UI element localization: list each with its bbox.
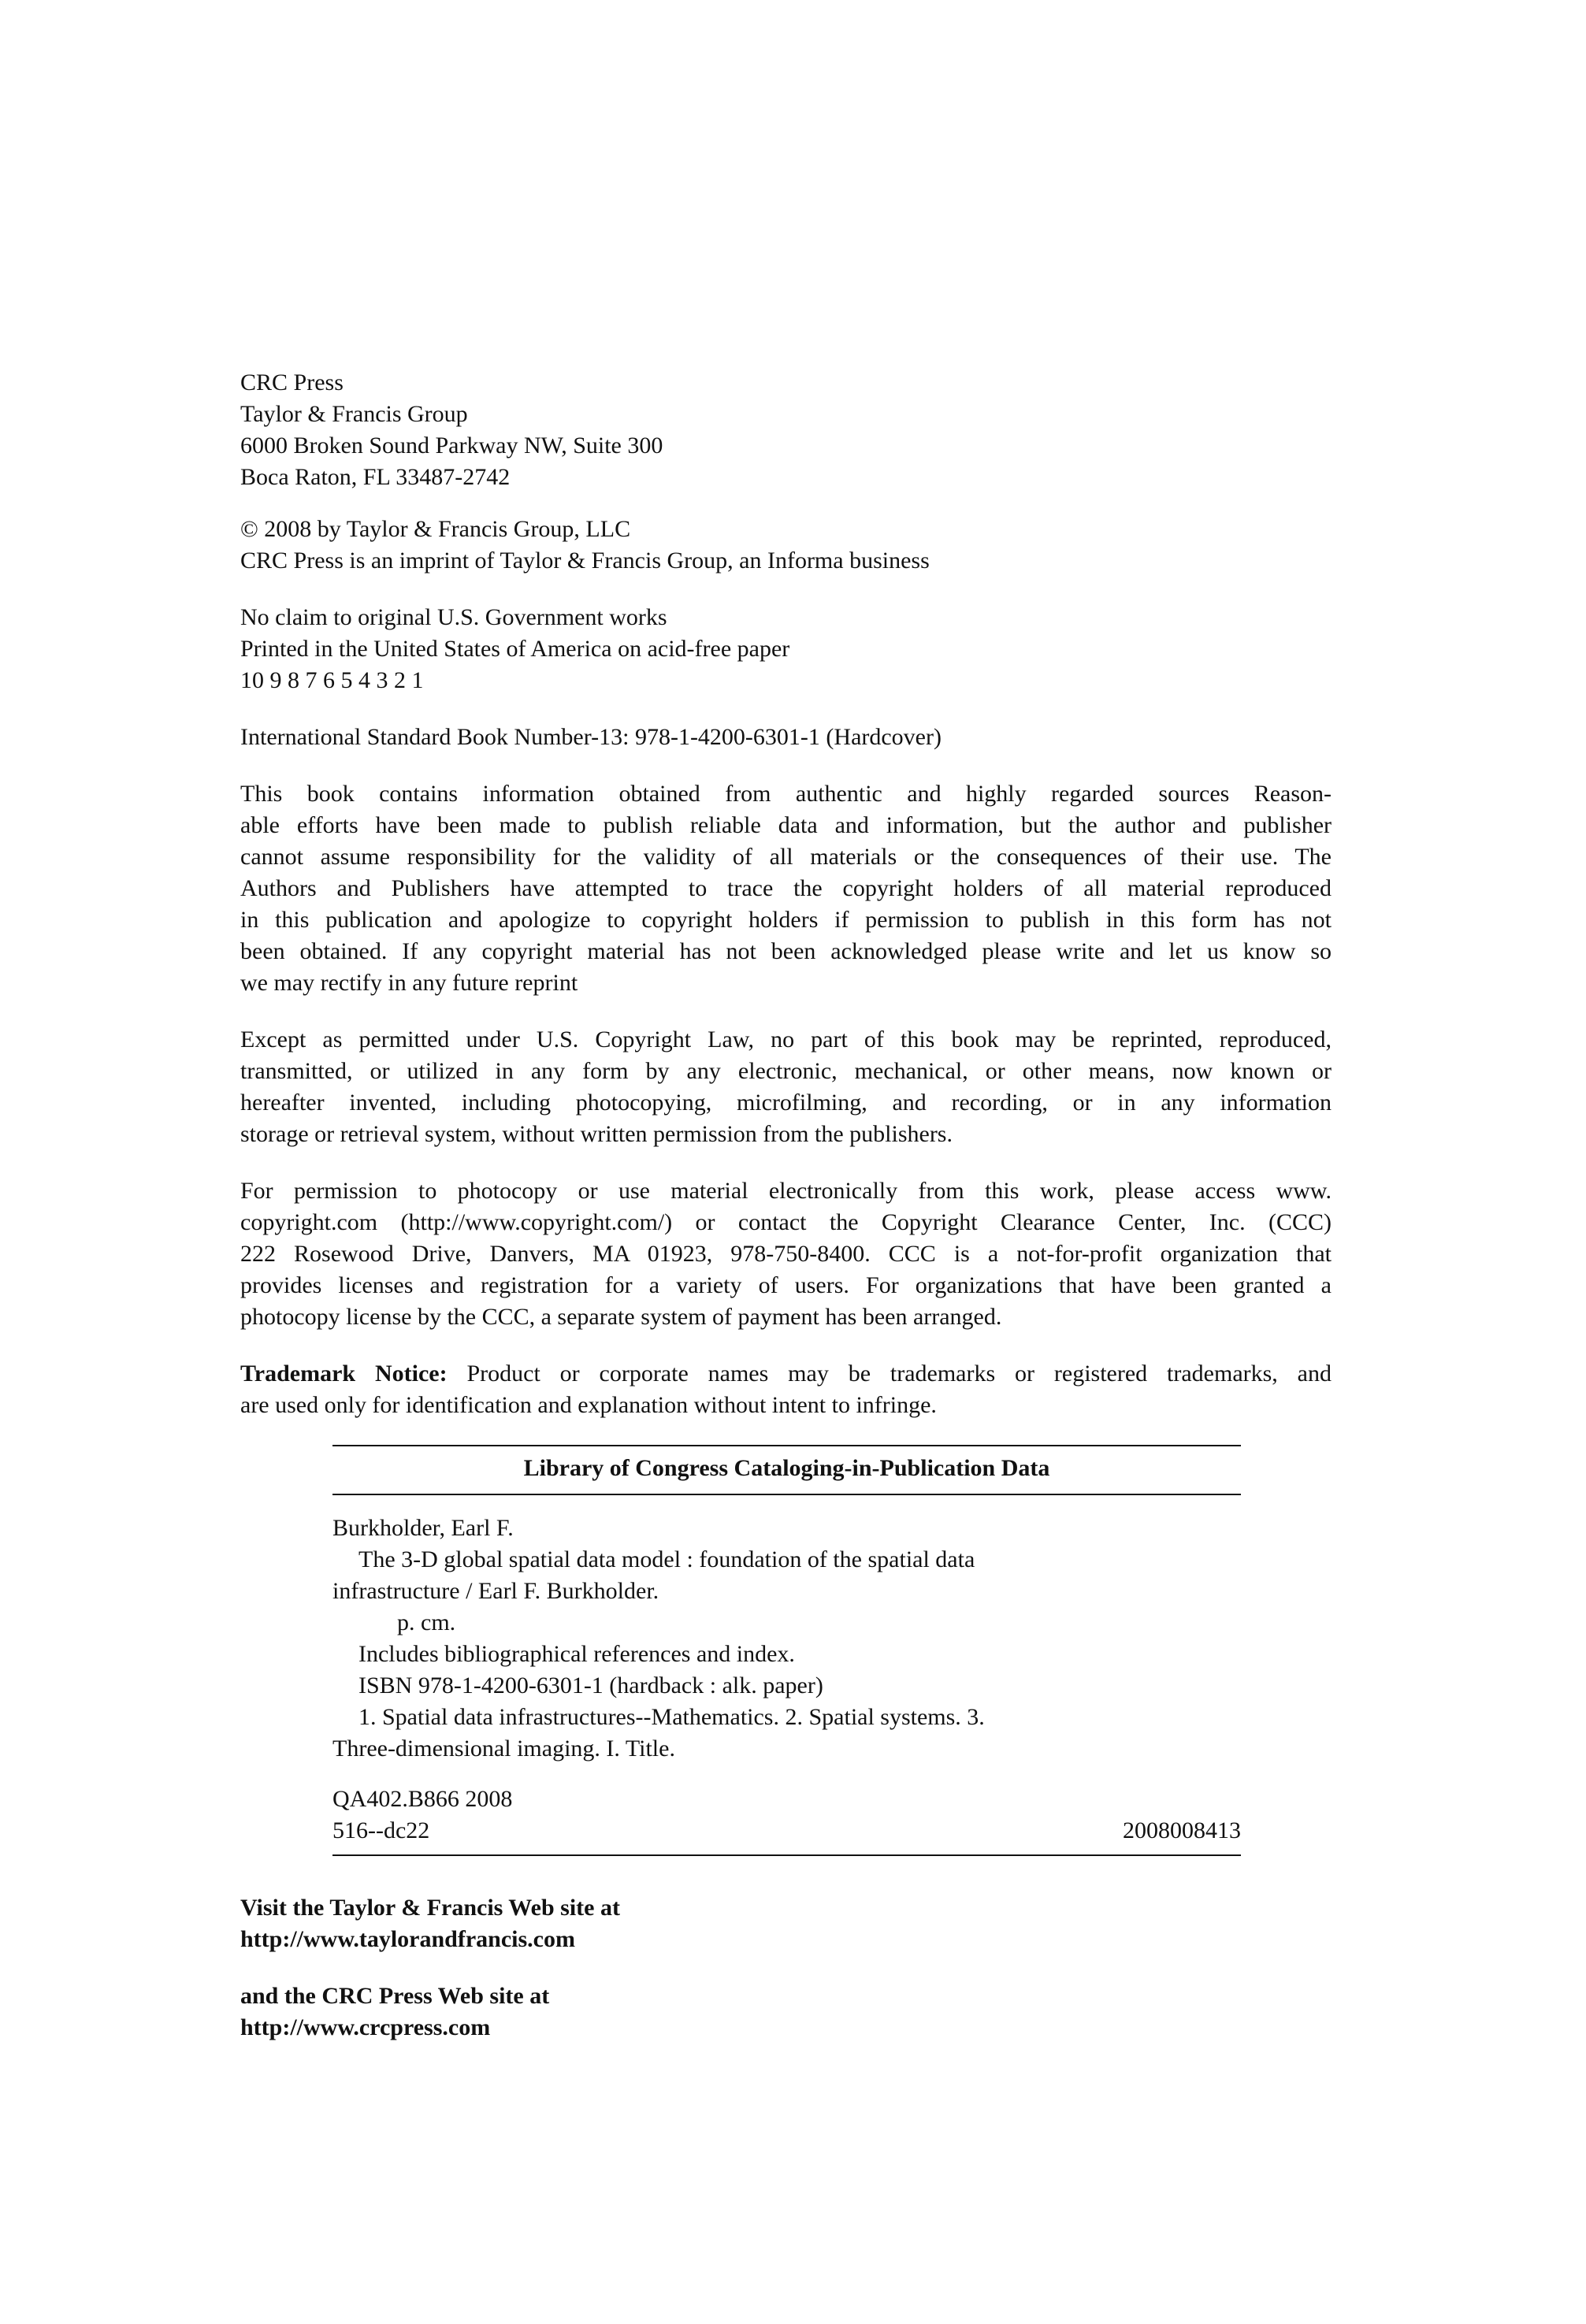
cip-record — [332, 1495, 1241, 1847]
paragraph-line: in this publication and apologize to copyright holders if permission to publish in this form has not — [240, 907, 1332, 933]
cip-data-block — [332, 1445, 1241, 1856]
paragraph-line: Except as permitted under U.S. Copyright Law, no part of this book may be reprinted, reproduced, — [240, 1026, 1332, 1052]
isbn-statement — [240, 722, 1332, 753]
cip-call-numbers — [332, 1784, 1241, 1847]
paragraph-line: cannot assume responsibility for the validity of all materials or the consequences of their use. The — [240, 844, 1332, 870]
cip-subjects-line: 1. Spatial data infrastructures--Mathematics. 2. Spatial systems. 3. — [358, 1704, 985, 1730]
cip-bottom-rule — [332, 1854, 1241, 1856]
paragraph-line: copyright.com (http://www.copyright.com/) or contact the Copyright Clearance Center, Inc. (CCC) — [240, 1209, 1332, 1235]
cip-pages: p. cm. — [397, 1609, 456, 1635]
publisher-name: CRC Press — [240, 369, 344, 395]
paragraph-line: photocopy license by the CCC, a separate system of payment has been arranged. — [240, 1304, 1002, 1330]
tf-website-block — [240, 1892, 1332, 1955]
copyright-notice — [240, 514, 1332, 577]
cip-lc-call-number: QA402.B866 2008 — [332, 1786, 513, 1812]
tf-website-label: Visit the Taylor & Francis Web site at — [240, 1895, 620, 1921]
cip-dewey-row — [332, 1815, 1241, 1847]
cip-subjects-line: Three-dimensional imaging. I. Title. — [332, 1736, 675, 1762]
disclaimer-paragraph — [240, 778, 1332, 999]
permission-paragraph — [240, 1175, 1332, 1333]
printing-number-line: 10 9 8 7 6 5 4 3 2 1 — [240, 667, 424, 693]
cip-title: Library of Congress Cataloging-in-Publication Data — [523, 1455, 1050, 1481]
cip-includes: Includes bibliographical references and index. — [358, 1641, 795, 1667]
paragraph-line: been obtained. If any copyright material has not been acknowledged please write and let us know so — [240, 938, 1332, 964]
trademark-label: Trademark Notice: — [240, 1361, 448, 1387]
crc-website-block — [240, 1981, 1332, 2044]
cip-title-line: The 3-D global spatial data model : foundation of the spatial data — [358, 1546, 975, 1572]
cip-dewey-number: 516--dc22 — [332, 1817, 430, 1843]
printing-info — [240, 602, 1332, 696]
copyright-page — [240, 367, 1332, 2044]
trademark-notice — [240, 1358, 1332, 1421]
isbn-line: International Standard Book Number-13: 978-1-4200-6301-1 (Hardcover) — [240, 724, 942, 750]
printed-in-line: Printed in the United States of America on acid-free paper — [240, 636, 790, 662]
trademark-text: Product or corporate names may be trademarks or registered trademarks, and — [447, 1361, 1332, 1387]
cip-author: Burkholder, Earl F. — [332, 1515, 514, 1541]
cip-title-line: infrastructure / Earl F. Burkholder. — [332, 1578, 659, 1604]
government-works-line: No claim to original U.S. Government works — [240, 604, 667, 630]
paragraph-line: hereafter invented, including photocopying, microfilming, and recording, or in any information — [240, 1090, 1332, 1116]
cip-isbn: ISBN 978-1-4200-6301-1 (hardback : alk. paper) — [358, 1672, 823, 1698]
paragraph-line: we may rectify in any future reprint — [240, 970, 578, 996]
paragraph-line: For permission to photocopy or use material electronically from this work, please access www. — [240, 1178, 1332, 1204]
cip-lccn: 2008008413 — [1123, 1817, 1241, 1843]
paragraph-line: Authors and Publishers have attempted to trace the copyright holders of all material reproduced — [240, 875, 1332, 901]
paragraph-line: transmitted, or utilized in any form by any electronic, mechanical, or other means, now known or — [240, 1058, 1332, 1084]
paragraph-line: 222 Rosewood Drive, Danvers, MA 01923, 978-750-8400. CCC is a not-for-profit organization that — [240, 1241, 1332, 1267]
copyright-line: © 2008 by Taylor & Francis Group, LLC — [240, 516, 631, 542]
publisher-group: Taylor & Francis Group — [240, 401, 468, 427]
imprint-line: CRC Press is an imprint of Taylor & Francis Group, an Informa business — [240, 548, 930, 574]
crc-website-url[interactable]: http://www.crcpress.com — [240, 2014, 491, 2040]
paragraph-line: provides licenses and registration for a variety of users. For organizations that have been granted a — [240, 1272, 1332, 1298]
trademark-line: are used only for identification and explanation without intent to infringe. — [240, 1392, 937, 1418]
publisher-city: Boca Raton, FL 33487-2742 — [240, 464, 511, 490]
paragraph-line: able efforts have been made to publish reliable data and information, but the author and publisher — [240, 812, 1332, 838]
trademark-line — [240, 1358, 1332, 1390]
tf-website-url[interactable]: http://www.taylorandfrancis.com — [240, 1926, 575, 1952]
crc-website-label: and the CRC Press Web site at — [240, 1983, 550, 2009]
paragraph-line: This book contains information obtained from authentic and highly regarded sources Reason- — [240, 781, 1332, 807]
copyright-law-paragraph — [240, 1024, 1332, 1150]
publisher-street: 6000 Broken Sound Parkway NW, Suite 300 — [240, 433, 663, 458]
publisher-address — [240, 367, 1332, 493]
paragraph-line: storage or retrieval system, without written permission from the publishers. — [240, 1121, 953, 1147]
